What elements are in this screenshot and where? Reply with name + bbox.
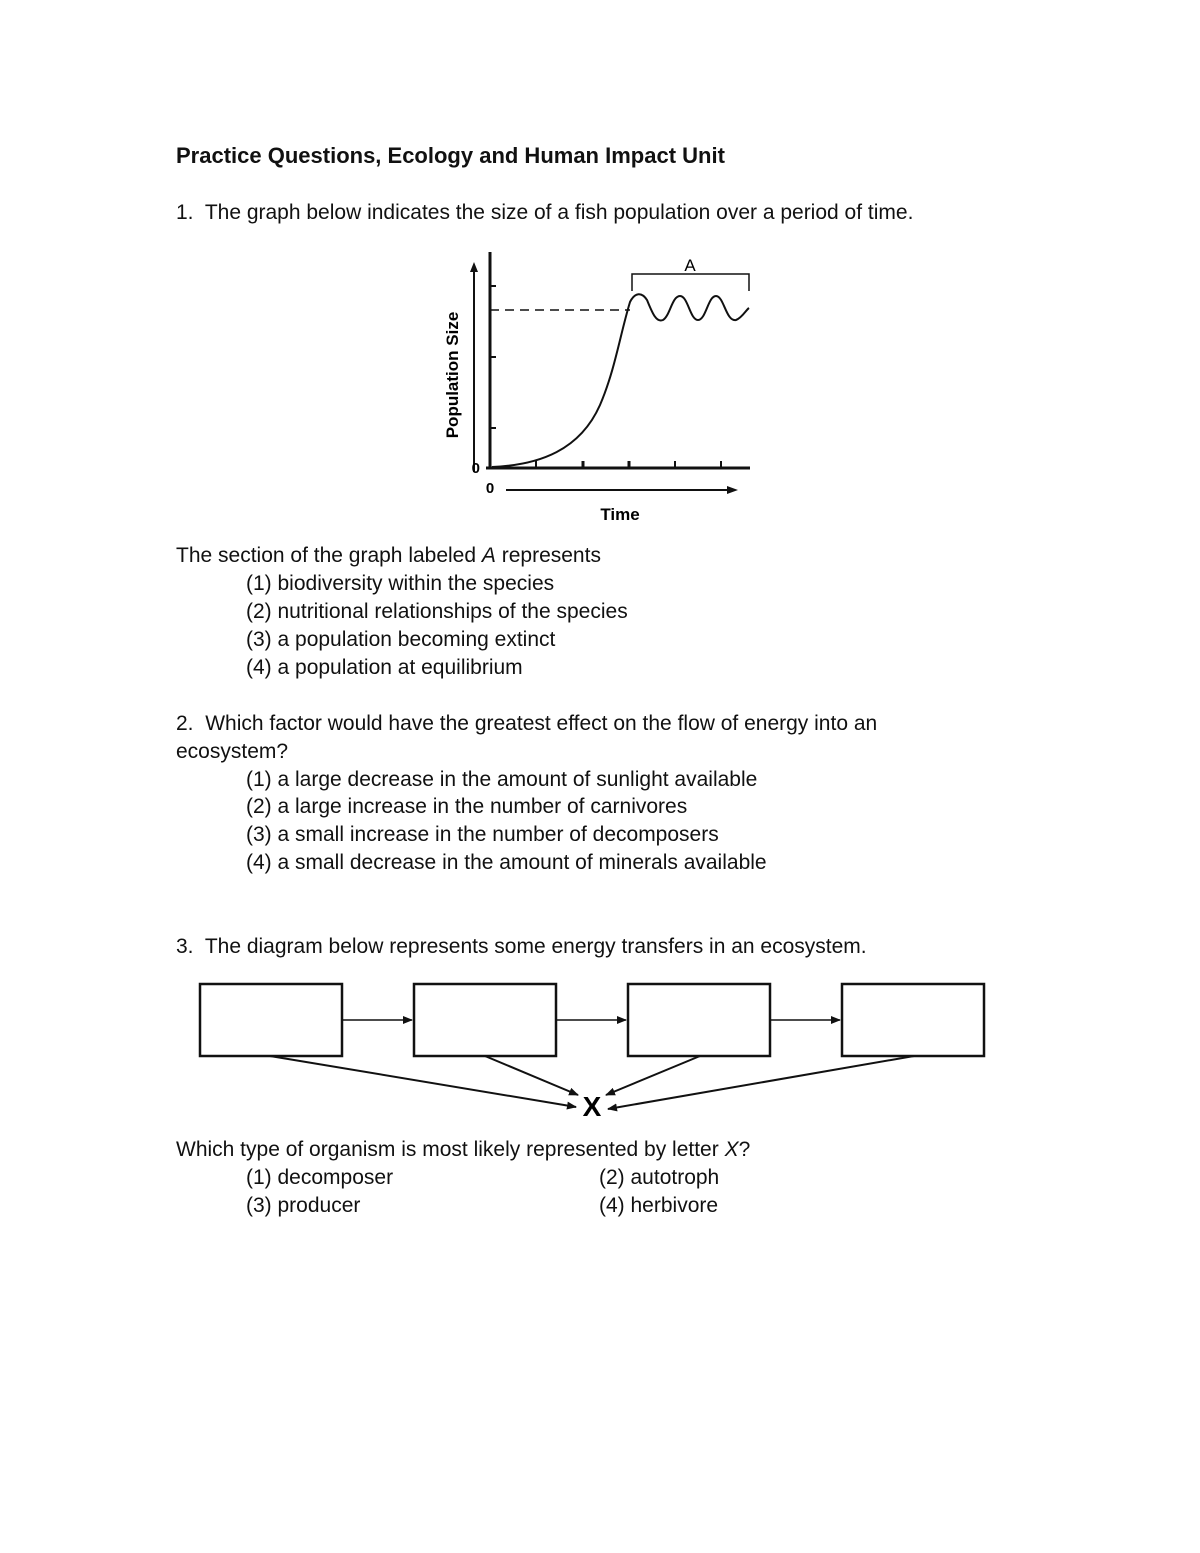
organism-box-2 bbox=[414, 984, 556, 1056]
x-arrowhead bbox=[727, 486, 738, 494]
y-arrowhead bbox=[470, 262, 478, 272]
population-curve bbox=[492, 294, 749, 467]
question-2-option-3[interactable]: (3) a small increase in the number of decomposers bbox=[246, 823, 719, 846]
question-2-text-line2: ecosystem? bbox=[176, 740, 289, 763]
organism-box-3 bbox=[628, 984, 770, 1056]
x-label: X bbox=[582, 1091, 602, 1122]
organism-box-4 bbox=[842, 984, 984, 1056]
question-3-stem-end: ? bbox=[738, 1138, 751, 1161]
arrow-box1-to-x bbox=[270, 1056, 576, 1107]
question-1-number: 1. bbox=[176, 201, 194, 224]
question-1-option-2[interactable]: (2) nutritional relationships of the species bbox=[246, 600, 628, 623]
question-2-number: 2. bbox=[176, 712, 194, 735]
bracket-a bbox=[632, 274, 749, 291]
question-2-option-1[interactable]: (1) a large decrease in the amount of sunlight available bbox=[246, 768, 758, 791]
question-2-option-2[interactable]: (2) a large increase in the number of carnivores bbox=[246, 795, 688, 818]
question-2-prompt bbox=[176, 710, 877, 738]
page-title: Practice Questions, Ecology and Human Impact Unit bbox=[176, 143, 725, 168]
question-3-stem-letter: X bbox=[724, 1138, 739, 1161]
question-1-option-4[interactable]: (4) a population at equilibrium bbox=[246, 656, 523, 679]
energy-transfer-diagram bbox=[190, 975, 1000, 1125]
question-1-stem-letter: A bbox=[481, 544, 496, 567]
question-3-number: 3. bbox=[176, 935, 194, 958]
arrow-box3-to-x bbox=[606, 1056, 700, 1095]
y-origin-label: 0 bbox=[471, 460, 480, 477]
arrow-box4-to-x bbox=[608, 1056, 914, 1109]
question-1-prompt bbox=[176, 199, 913, 227]
question-1-option-3[interactable]: (3) a population becoming extinct bbox=[246, 628, 556, 651]
question-3-option-2[interactable]: (2) autotroph bbox=[599, 1166, 720, 1189]
population-graph bbox=[420, 240, 780, 530]
x-origin-label: 0 bbox=[485, 480, 495, 497]
bracket-a-label: A bbox=[684, 256, 696, 275]
question-1-stem bbox=[176, 542, 601, 570]
question-3-option-3[interactable]: (3) producer bbox=[246, 1194, 361, 1217]
question-1-text: The graph below indicates the size of a fish population over a period of time. bbox=[204, 201, 914, 224]
question-1-stem-end: represents bbox=[495, 544, 601, 567]
organism-box-1 bbox=[200, 984, 342, 1056]
question-2-option-4[interactable]: (4) a small decrease in the amount of minerals available bbox=[246, 851, 767, 874]
y-axis-label: Population Size bbox=[443, 311, 462, 439]
question-3-text: The diagram below represents some energy transfers in an ecosystem. bbox=[204, 935, 867, 958]
question-3-stem bbox=[176, 1136, 750, 1164]
question-3-option-4[interactable]: (4) herbivore bbox=[599, 1194, 719, 1217]
question-2-text-line1: Which factor would have the greatest effect on the flow of energy into an bbox=[205, 712, 878, 735]
x-axis-label: Time bbox=[600, 505, 640, 524]
question-1-option-1[interactable]: (1) biodiversity within the species bbox=[246, 572, 555, 595]
question-3-option-1[interactable]: (1) decomposer bbox=[246, 1166, 394, 1189]
question-3-stem-text: Which type of organism is most likely represented by letter bbox=[176, 1138, 725, 1161]
arrow-box2-to-x bbox=[485, 1056, 578, 1095]
question-1-stem-text: The section of the graph labeled bbox=[176, 544, 482, 567]
question-3-prompt bbox=[176, 933, 867, 961]
